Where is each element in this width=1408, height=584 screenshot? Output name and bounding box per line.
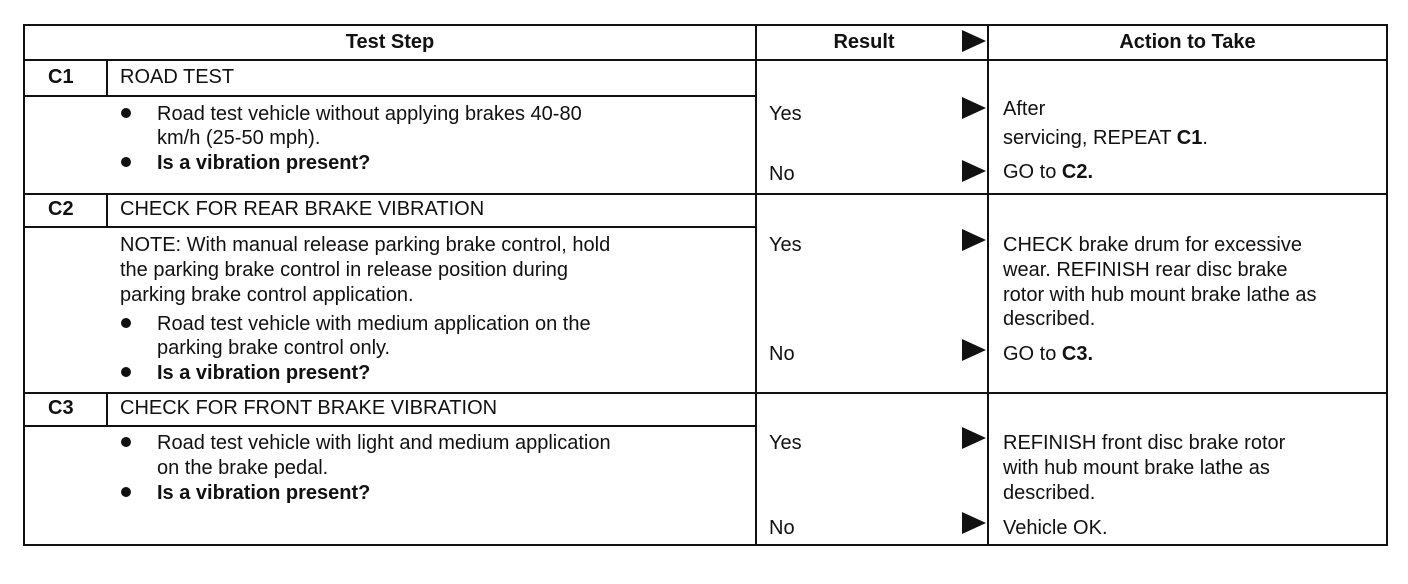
c2-action-yes-2: wear. REFINISH rear disc brake [1003,259,1288,281]
arrow-icon [962,30,986,52]
rule-c2-end [23,392,1388,394]
step-title-c2: CHECK FOR REAR BRAKE VIBRATION [120,198,485,220]
rule-c3-id [106,392,108,425]
c1-action-no: GO to C2. [1003,161,1094,183]
c3-text-line2: on the brake pedal. [157,457,329,479]
step-id-c1: C1 [48,66,74,88]
c2-result-no: No [769,343,795,365]
c2-note-line3: parking brake control application. [120,284,414,306]
step-id-c3: C3 [48,397,74,419]
c1-result-yes: Yes [769,103,802,125]
bullet-icon [121,318,131,328]
step-title-c1: ROAD TEST [120,66,235,88]
step-id-c2: C2 [48,198,74,220]
col-rule-step [755,24,757,546]
rule-c2-title [23,226,756,228]
arrow-icon [962,97,986,119]
bullet-icon [121,367,131,377]
bullet-icon [121,108,131,118]
c2-result-yes: Yes [769,234,802,256]
rule-c1-title [23,95,756,97]
rule-header [23,59,1388,61]
c3-question: Is a vibration present? [157,482,371,504]
c1-question: Is a vibration present? [157,152,371,174]
col-rule-action [987,24,989,546]
rule-c2-id [106,193,108,226]
c3-result-no: No [769,517,795,539]
arrow-icon [962,512,986,534]
c2-action-yes-1: CHECK brake drum for excessive [1003,234,1302,256]
bullet-icon [121,487,131,497]
c2-note-line1: NOTE: With manual release parking brake control, hold [120,234,611,256]
rule-c3-title [23,425,756,427]
c1-action-yes-1: After [1003,98,1046,120]
arrow-icon [962,229,986,251]
arrow-icon [962,339,986,361]
header-test-step: Test Step [345,31,435,53]
c3-action-no: Vehicle OK. [1003,517,1108,539]
c2-question: Is a vibration present? [157,362,371,384]
c1-action-yes-2: servicing, REPEAT C1. [1003,127,1208,149]
c2-text-line2: parking brake control only. [157,337,391,359]
c1-text-line1: Road test vehicle without applying brakes 40-80 [157,103,582,125]
c2-action-no: GO to C3. [1003,343,1094,365]
c3-action-yes-3: described. [1003,482,1096,504]
c3-text-line1: Road test vehicle with light and medium application [157,432,611,454]
c1-result-no: No [769,163,795,185]
c2-text-line1: Road test vehicle with medium application on the [157,313,591,335]
rule-c1-end [23,193,1388,195]
step-title-c3: CHECK FOR FRONT BRAKE VIBRATION [120,397,498,419]
rule-c1-id [106,59,108,95]
c1-text-line2: km/h (25-50 mph). [157,127,321,149]
bullet-icon [121,437,131,447]
c2-note-line2: the parking brake control in release position during [120,259,569,281]
arrow-icon [962,427,986,449]
c2-action-yes-4: described. [1003,308,1096,330]
header-action: Action to Take [1119,31,1256,53]
arrow-icon [962,160,986,182]
c2-action-yes-3: rotor with hub mount brake lathe as [1003,284,1317,306]
c3-action-yes-2: with hub mount brake lathe as [1003,457,1270,479]
c3-result-yes: Yes [769,432,802,454]
bullet-icon [121,157,131,167]
c3-action-yes-1: REFINISH front disc brake rotor [1003,432,1286,454]
header-result: Result [833,31,895,53]
